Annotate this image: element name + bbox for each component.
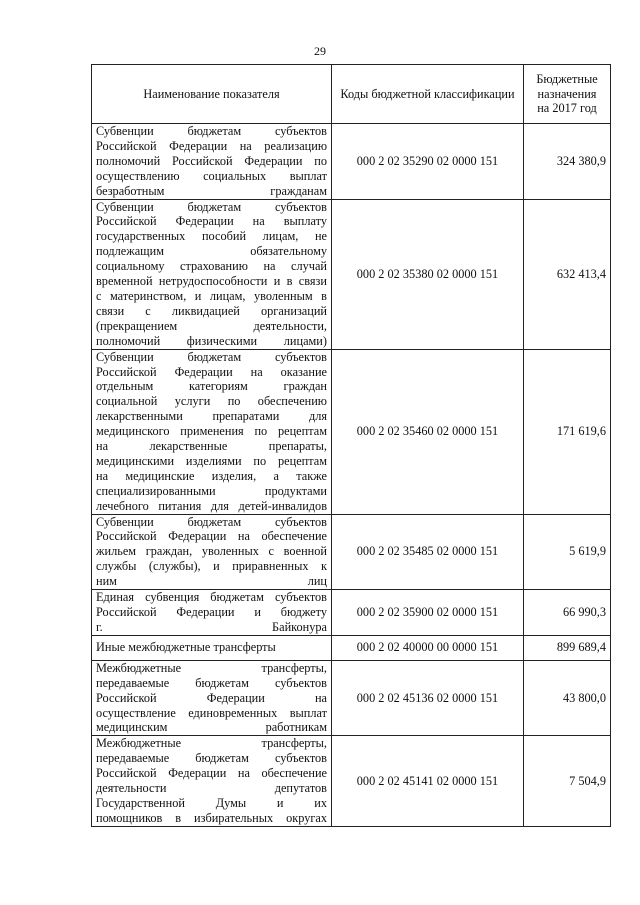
indicator-name-line: Российской Федерации на выплату — [96, 214, 327, 229]
header-amount-line: назначения — [537, 86, 597, 101]
indicator-name-line: Субвенции бюджетам субъектов — [96, 199, 327, 214]
table-row — [92, 635, 611, 660]
indicator-name-line: Межбюджетные трансферты, — [96, 660, 327, 675]
indicator-name-line: Российской Федерации на обеспечение — [96, 766, 327, 781]
indicator-name-line: Государственной Думы и их — [96, 795, 327, 810]
indicator-name-line: связи с ликвидацией организаций — [96, 303, 327, 318]
table-row — [92, 660, 611, 736]
indicator-name — [92, 514, 332, 590]
indicator-name-line: Российской Федерации на — [96, 690, 327, 705]
budget-code: 000 2 02 35900 02 0000 151 — [332, 590, 524, 636]
indicator-name-line: службы (службы), и приравненных к — [96, 559, 327, 574]
indicator-name-line: Российской Федерации на оказание — [96, 364, 327, 379]
indicator-name-line: Субвенции бюджетам субъектов — [96, 514, 327, 529]
budget-amount: 66 990,3 — [524, 590, 611, 636]
indicator-name-line: деятельности депутатов — [96, 781, 327, 796]
header-amount-line: Бюджетные — [536, 71, 598, 86]
indicator-name — [92, 349, 332, 514]
indicator-name-line: полномочий Российской Федерации по — [96, 153, 327, 168]
header-code: Коды бюджетной классификации — [332, 65, 524, 124]
budget-code: 000 2 02 35485 02 0000 151 — [332, 514, 524, 590]
header-amount — [524, 65, 611, 124]
indicator-name-line: социальному страхованию на случай — [96, 259, 327, 274]
indicator-name-line: на медицинские изделия, а также — [96, 468, 327, 483]
indicator-name-line: (прекращением деятельности, — [96, 318, 327, 333]
indicator-name-line: передаваемые бюджетам субъектов — [96, 751, 327, 766]
indicator-name-line: осуществление единовременных выплат — [96, 705, 327, 720]
budget-amount: 171 619,6 — [524, 349, 611, 514]
budget-code: 000 2 02 40000 00 0000 151 — [332, 635, 524, 660]
indicator-name-line: медицинским работникам — [96, 720, 327, 735]
indicator-name — [92, 660, 332, 736]
indicator-name-line: временной нетрудоспособности и в связи — [96, 274, 327, 289]
budget-amount: 324 380,9 — [524, 124, 611, 200]
indicator-name-line: передаваемые бюджетам субъектов — [96, 675, 327, 690]
header-amount-line: на 2017 год — [537, 101, 597, 116]
budget-amount: 43 800,0 — [524, 660, 611, 736]
table-row — [92, 199, 611, 349]
budget-code: 000 2 02 45136 02 0000 151 — [332, 660, 524, 736]
table-row — [92, 590, 611, 636]
budget-code: 000 2 02 35290 02 0000 151 — [332, 124, 524, 200]
indicator-name-line: Российской Федерации и бюджету — [96, 605, 327, 619]
indicator-name-line: помощников в избирательных округах — [96, 810, 327, 825]
indicator-name — [92, 124, 332, 200]
indicator-name-line: лекарственными препаратами для — [96, 409, 327, 424]
table-header-row — [92, 65, 611, 124]
budget-amount: 632 413,4 — [524, 199, 611, 349]
budget-amount: 7 504,9 — [524, 736, 611, 826]
indicator-name-line: медицинского применения по рецептам — [96, 424, 327, 439]
indicator-name — [92, 590, 332, 636]
indicator-name-line: с материнством, и лицам, уволенным в — [96, 288, 327, 303]
budget-code: 000 2 02 45141 02 0000 151 — [332, 736, 524, 826]
table-row — [92, 349, 611, 514]
indicator-name-line: осуществлению социальных выплат — [96, 168, 327, 183]
indicator-name-line: специализированными продуктами — [96, 483, 327, 498]
indicator-name-line: социальной услуги по обеспечению — [96, 394, 327, 409]
indicator-name-line: отдельным категориям граждан — [96, 379, 327, 394]
table-row — [92, 514, 611, 590]
indicator-name-line: Российской Федерации на обеспечение — [96, 529, 327, 544]
indicator-name — [92, 736, 332, 826]
header-name: Наименование показателя — [92, 65, 332, 124]
indicator-name-line: медицинскими изделиями по рецептам — [96, 453, 327, 468]
budget-table — [91, 64, 611, 827]
indicator-name-line: Российской Федерации на реализацию — [96, 138, 327, 153]
table-row — [92, 736, 611, 826]
indicator-name — [92, 199, 332, 349]
budget-code: 000 2 02 35460 02 0000 151 — [332, 349, 524, 514]
indicator-name-line: Субвенции бюджетам субъектов — [96, 349, 327, 364]
budget-code: 000 2 02 35380 02 0000 151 — [332, 199, 524, 349]
indicator-name-line: полномочий физическими лицами) — [96, 333, 327, 348]
indicator-name — [92, 635, 332, 660]
indicator-name-line: на лекарственные препараты, — [96, 439, 327, 454]
table-row — [92, 124, 611, 200]
indicator-name-line: г. Байконура — [96, 619, 327, 634]
indicator-name-line: Межбюджетные трансферты, — [96, 736, 327, 751]
budget-amount: 5 619,9 — [524, 514, 611, 590]
indicator-name-line: государственных пособий лицам, не — [96, 229, 327, 244]
indicator-name-line: ним лиц — [96, 574, 327, 589]
indicator-name-line: Субвенции бюджетам субъектов — [96, 124, 327, 138]
indicator-name-line: подлежащим обязательному — [96, 244, 327, 259]
indicator-name-line: безработным гражданам — [96, 183, 327, 198]
page-number: 29 — [314, 44, 326, 58]
indicator-name-line: жильем граждан, уволенных с военной — [96, 544, 327, 559]
indicator-name-line: Единая субвенция бюджетам субъектов — [96, 590, 327, 605]
budget-amount: 899 689,4 — [524, 635, 611, 660]
indicator-name-line: Иные межбюджетные трансферты — [96, 640, 276, 655]
indicator-name-line: лечебного питания для детей-инвалидов — [96, 498, 327, 513]
